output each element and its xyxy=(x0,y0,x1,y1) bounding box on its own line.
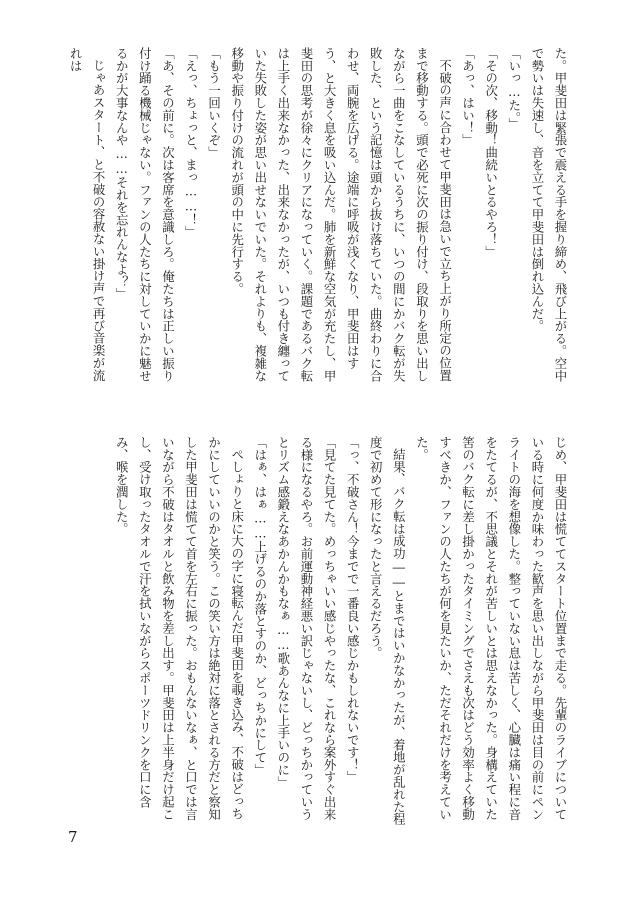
dialogue-paragraph: 「えっ、ちょっと、まっ……！」 xyxy=(183,47,199,239)
narration-paragraph: 結果、バク転は成功――とまではいかなかったが、着地が乱れた程度で初めて形になったと言えるだろう。 xyxy=(368,436,407,826)
narration-paragraph: じゃあスタート、と不破の容赦ない掛け声で再び音楽が流れは xyxy=(68,47,107,382)
dialogue-paragraph: 「いっ…た。」 xyxy=(506,47,522,131)
dialogue-paragraph: 「その次、移動！曲続いとるやろ！」 xyxy=(483,47,499,258)
dialogue-paragraph: た。甲斐田は緊張で震える手を握り締め、飛び上がる。空中で勢いは失速し、音を立てて甲斐田は倒れ込んだ。 xyxy=(529,47,568,382)
upper-text-block xyxy=(62,47,572,385)
dialogue-paragraph: 「もう一回いくぞ」 xyxy=(206,47,222,159)
dialogue-paragraph: 「あ、その前に。次は客席を意識しろ。俺たちは正しい振り付け踊る機械じゃない。ファンの人たちに対していかに魅せるかが大事なんや……それを忘れんなよ？」 xyxy=(114,47,176,382)
narration-paragraph: ぺしょりと床に大の字に寝転んだ甲斐田を覗き込み、不破はどっちかにしていいのかと笑う。この笑い方は絶対に落とされる方だと察知した甲斐田は慌てて首を左右に振った。おもんないなぁ、と口では言いながら不破はタオルと飲み物を差し出す。甲斐田は上半身だけ起こし、受け取ったタオルで汗を拭いながらスポーツドリンクを口に含み、喉を潤した。 xyxy=(114,436,245,821)
narration-paragraph: 不破の声に合わせて甲斐田は急いで立ち上がり所定の位置まで移動する。頭で必死に次の振り付け、段取りを思い出しながら一曲をこなしているうちに、いつの間にかバク転が失敗した、という記憶は頭から抜け落ちていた。曲終わりに合わせ、両腕を広げる。途端に呼吸が浅くなり、甲斐田はすう、と大きく息を吸い込んだ。肺を新鮮な空気が充たし、甲斐田の思考が徐々にクリアになっていく。課題であるバク転は上手く出来なかった、出来なかったが、いつも付き纏っていた失敗した姿が思い出せないでいた。それよりも、複雑な移動や振り付けの流れが頭の中に先行する。 xyxy=(229,47,453,382)
lower-text-block xyxy=(62,436,572,826)
dialogue-paragraph: 「あっ、はい！」 xyxy=(460,47,476,147)
dialogue-paragraph: 「っ、不破さん！今までで一番良い感じかもしれないです！」 xyxy=(345,436,361,784)
dialogue-paragraph: 「見てた見てた。めっちゃいい感じやったな、これなら案外すぐ出来る様になるやろ。お前運動神経悪い訳じゃないし、どっちかっていうとリズム感鍛えなあかんかもなぁ……歌あんなに上手いのに」 xyxy=(275,436,338,821)
dialogue-paragraph: 「はぁ、はぁ……上げるのか落とすのか、どっちかにして」 xyxy=(252,436,268,776)
page-number: 7 xyxy=(68,828,78,846)
dialogue-paragraph: じめ、甲斐田は慌ててスタート位置まで走る。先輩のライブについている時に何度か味わった歓声を思い出しながら甲斐田は目の前にペンライトの海を想像した。整っていない息は苦しく、心臓は痛い程に音をたてるが、不思議とそれが苦しいとは思えなかった。身構えていた筈のバク転に差し掛かったタイミングでさえも次はどう効率よく移動すべきか、ファンの人たちが何を見たいか、ただそれだけを考えていた。 xyxy=(414,436,568,821)
